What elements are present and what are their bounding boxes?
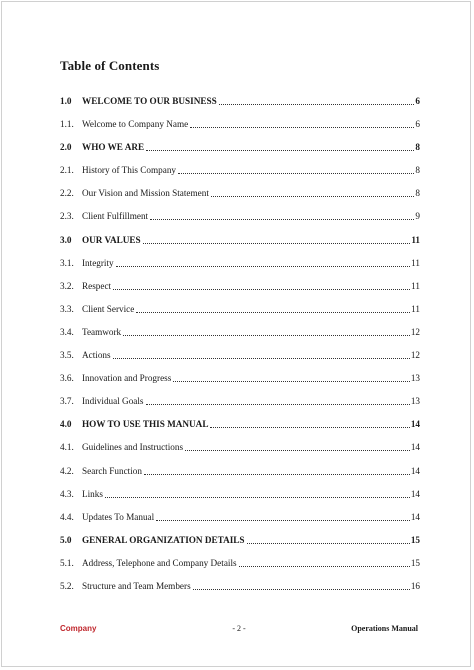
toc-entry-page: 12	[410, 326, 420, 337]
toc-entry[interactable]	[60, 256, 420, 279]
toc-entry-title: Updates To Manual	[82, 511, 155, 522]
toc-dot-leader	[146, 140, 414, 151]
toc-entry[interactable]	[60, 510, 420, 533]
toc-dot-leader	[185, 440, 410, 451]
page-footer	[60, 624, 418, 633]
toc-entry-number: 3.4.	[60, 326, 74, 337]
toc-entry-title: HOW TO USE THIS MANUAL	[82, 419, 209, 430]
toc-entry[interactable]	[60, 302, 420, 325]
toc-dot-leader	[190, 117, 414, 128]
toc-entry[interactable]	[60, 140, 420, 163]
toc-entry-number: 2.3.	[60, 211, 74, 222]
toc-entry[interactable]	[60, 233, 420, 256]
toc-dot-leader	[156, 510, 410, 521]
toc-entry-number: 2.1.	[60, 165, 74, 176]
toc-dot-leader	[144, 464, 410, 475]
toc-entry-number: 4.2.	[60, 465, 74, 476]
toc-entry-title: Actions	[82, 350, 111, 361]
toc-entry-title: Innovation and Progress	[82, 373, 172, 384]
toc-entry-page: 12	[410, 350, 420, 361]
toc-entry-title: OUR VALUES	[82, 234, 141, 245]
toc-dot-leader	[219, 94, 415, 105]
toc-entry-title: GENERAL ORGANIZATION DETAILS	[82, 534, 245, 545]
toc-dot-leader	[173, 371, 410, 382]
toc-entry[interactable]	[60, 94, 420, 117]
toc-dot-leader	[143, 233, 411, 244]
toc-entry-title: Address, Telephone and Company Details	[82, 557, 237, 568]
toc-entry-page: 9	[415, 211, 420, 222]
toc-entry-number: 1.0	[60, 96, 72, 106]
table-of-contents	[60, 94, 420, 602]
footer-doc-title: Operations Manual	[351, 624, 418, 633]
toc-dot-leader	[105, 487, 410, 498]
toc-heading: Table of Contents	[60, 58, 160, 73]
toc-entry-page: 6	[415, 119, 420, 130]
footer-company: Company	[60, 624, 97, 633]
toc-entry-page: 14	[410, 465, 420, 476]
toc-entry-number: 3.1.	[60, 257, 74, 268]
toc-entry-number: 3.6.	[60, 373, 74, 384]
toc-entry-page: 14	[410, 442, 420, 453]
toc-entry-page: 14	[410, 488, 420, 499]
toc-dot-leader	[178, 163, 414, 174]
toc-dot-leader	[211, 186, 415, 197]
toc-entry[interactable]	[60, 487, 420, 510]
toc-entry-page: 8	[415, 165, 420, 176]
footer-page-number: - 2 -	[232, 624, 246, 633]
toc-entry[interactable]	[60, 279, 420, 302]
toc-entry[interactable]	[60, 533, 420, 556]
toc-entry-number: 5.1.	[60, 557, 74, 568]
toc-entry-page: 11	[411, 234, 420, 245]
toc-entry-page: 8	[415, 188, 420, 199]
toc-entry[interactable]	[60, 186, 420, 209]
toc-dot-leader	[146, 394, 410, 405]
toc-entry-title: Respect	[82, 280, 112, 291]
toc-entry-number: 4.4.	[60, 511, 74, 522]
toc-dot-leader	[113, 348, 410, 359]
toc-entry-number: 4.1.	[60, 442, 74, 453]
toc-entry-page: 15	[410, 557, 420, 568]
toc-entry-title: Welcome to Company Name	[82, 119, 189, 130]
toc-entry[interactable]	[60, 348, 420, 371]
toc-entry[interactable]	[60, 209, 420, 232]
toc-dot-leader	[239, 556, 410, 567]
toc-entry-title: Integrity	[82, 257, 114, 268]
toc-entry[interactable]	[60, 163, 420, 186]
toc-entry-number: 2.2.	[60, 188, 74, 199]
toc-dot-leader	[210, 417, 409, 428]
toc-dot-leader	[247, 533, 410, 544]
toc-entry-title: Individual Goals	[82, 396, 144, 407]
toc-entry-title: Search Function	[82, 465, 142, 476]
toc-entry-number: 4.0	[60, 419, 72, 430]
toc-entry-title: Teamwork	[82, 326, 122, 337]
toc-entry[interactable]	[60, 579, 420, 602]
toc-entry-title: Our Vision and Mission Statement	[82, 188, 209, 199]
toc-entry[interactable]	[60, 371, 420, 394]
toc-entry[interactable]	[60, 464, 420, 487]
toc-entry[interactable]	[60, 556, 420, 579]
toc-entry[interactable]	[60, 394, 420, 417]
toc-entry-number: 3.7.	[60, 396, 74, 407]
toc-entry-page: 11	[411, 280, 420, 291]
toc-dot-leader	[150, 209, 414, 220]
toc-entry-page: 15	[410, 534, 420, 545]
toc-entry-page: 11	[411, 257, 420, 268]
toc-entry-number: 1.1.	[60, 119, 74, 130]
toc-entry-page: 13	[410, 396, 420, 407]
toc-entry[interactable]	[60, 417, 420, 440]
toc-entry-number: 2.0	[60, 142, 72, 153]
toc-dot-leader	[193, 579, 410, 590]
toc-entry-number: 3.5.	[60, 350, 74, 361]
toc-dot-leader	[136, 302, 410, 313]
toc-entry-title: Guidelines and Instructions	[82, 442, 184, 453]
toc-entry-title: History of This Company	[82, 165, 177, 176]
toc-entry-number: 3.0	[60, 234, 72, 245]
toc-entry-title: Client Service	[82, 303, 135, 314]
toc-entry-page: 14	[410, 511, 420, 522]
toc-entry[interactable]	[60, 440, 420, 463]
document-page	[1, 1, 471, 667]
toc-entry[interactable]	[60, 325, 420, 348]
toc-entry-page: 16	[410, 580, 420, 591]
toc-entry-page: 8	[415, 142, 420, 153]
toc-dot-leader	[123, 325, 410, 336]
toc-entry-number: 3.3.	[60, 303, 74, 314]
toc-entry-title: Structure and Team Members	[82, 580, 191, 591]
toc-entry-number: 4.3.	[60, 488, 74, 499]
toc-entry-number: 5.0	[60, 534, 72, 545]
toc-entry-number: 3.2.	[60, 280, 74, 291]
toc-entry-title: WHO WE ARE	[82, 142, 145, 153]
toc-entry-page: 14	[410, 419, 420, 430]
toc-dot-leader	[113, 279, 410, 290]
toc-entry-title: Links	[82, 488, 103, 499]
toc-entry[interactable]	[60, 117, 420, 140]
toc-dot-leader	[116, 256, 411, 267]
toc-entry-page: 6	[415, 96, 420, 106]
toc-entry-page: 13	[410, 373, 420, 384]
toc-entry-page: 11	[411, 303, 420, 314]
toc-entry-title: WELCOME TO OUR BUSINESS	[82, 96, 217, 106]
toc-entry-number: 5.2.	[60, 580, 74, 591]
toc-entry-title: Client Fulfillment	[82, 211, 149, 222]
